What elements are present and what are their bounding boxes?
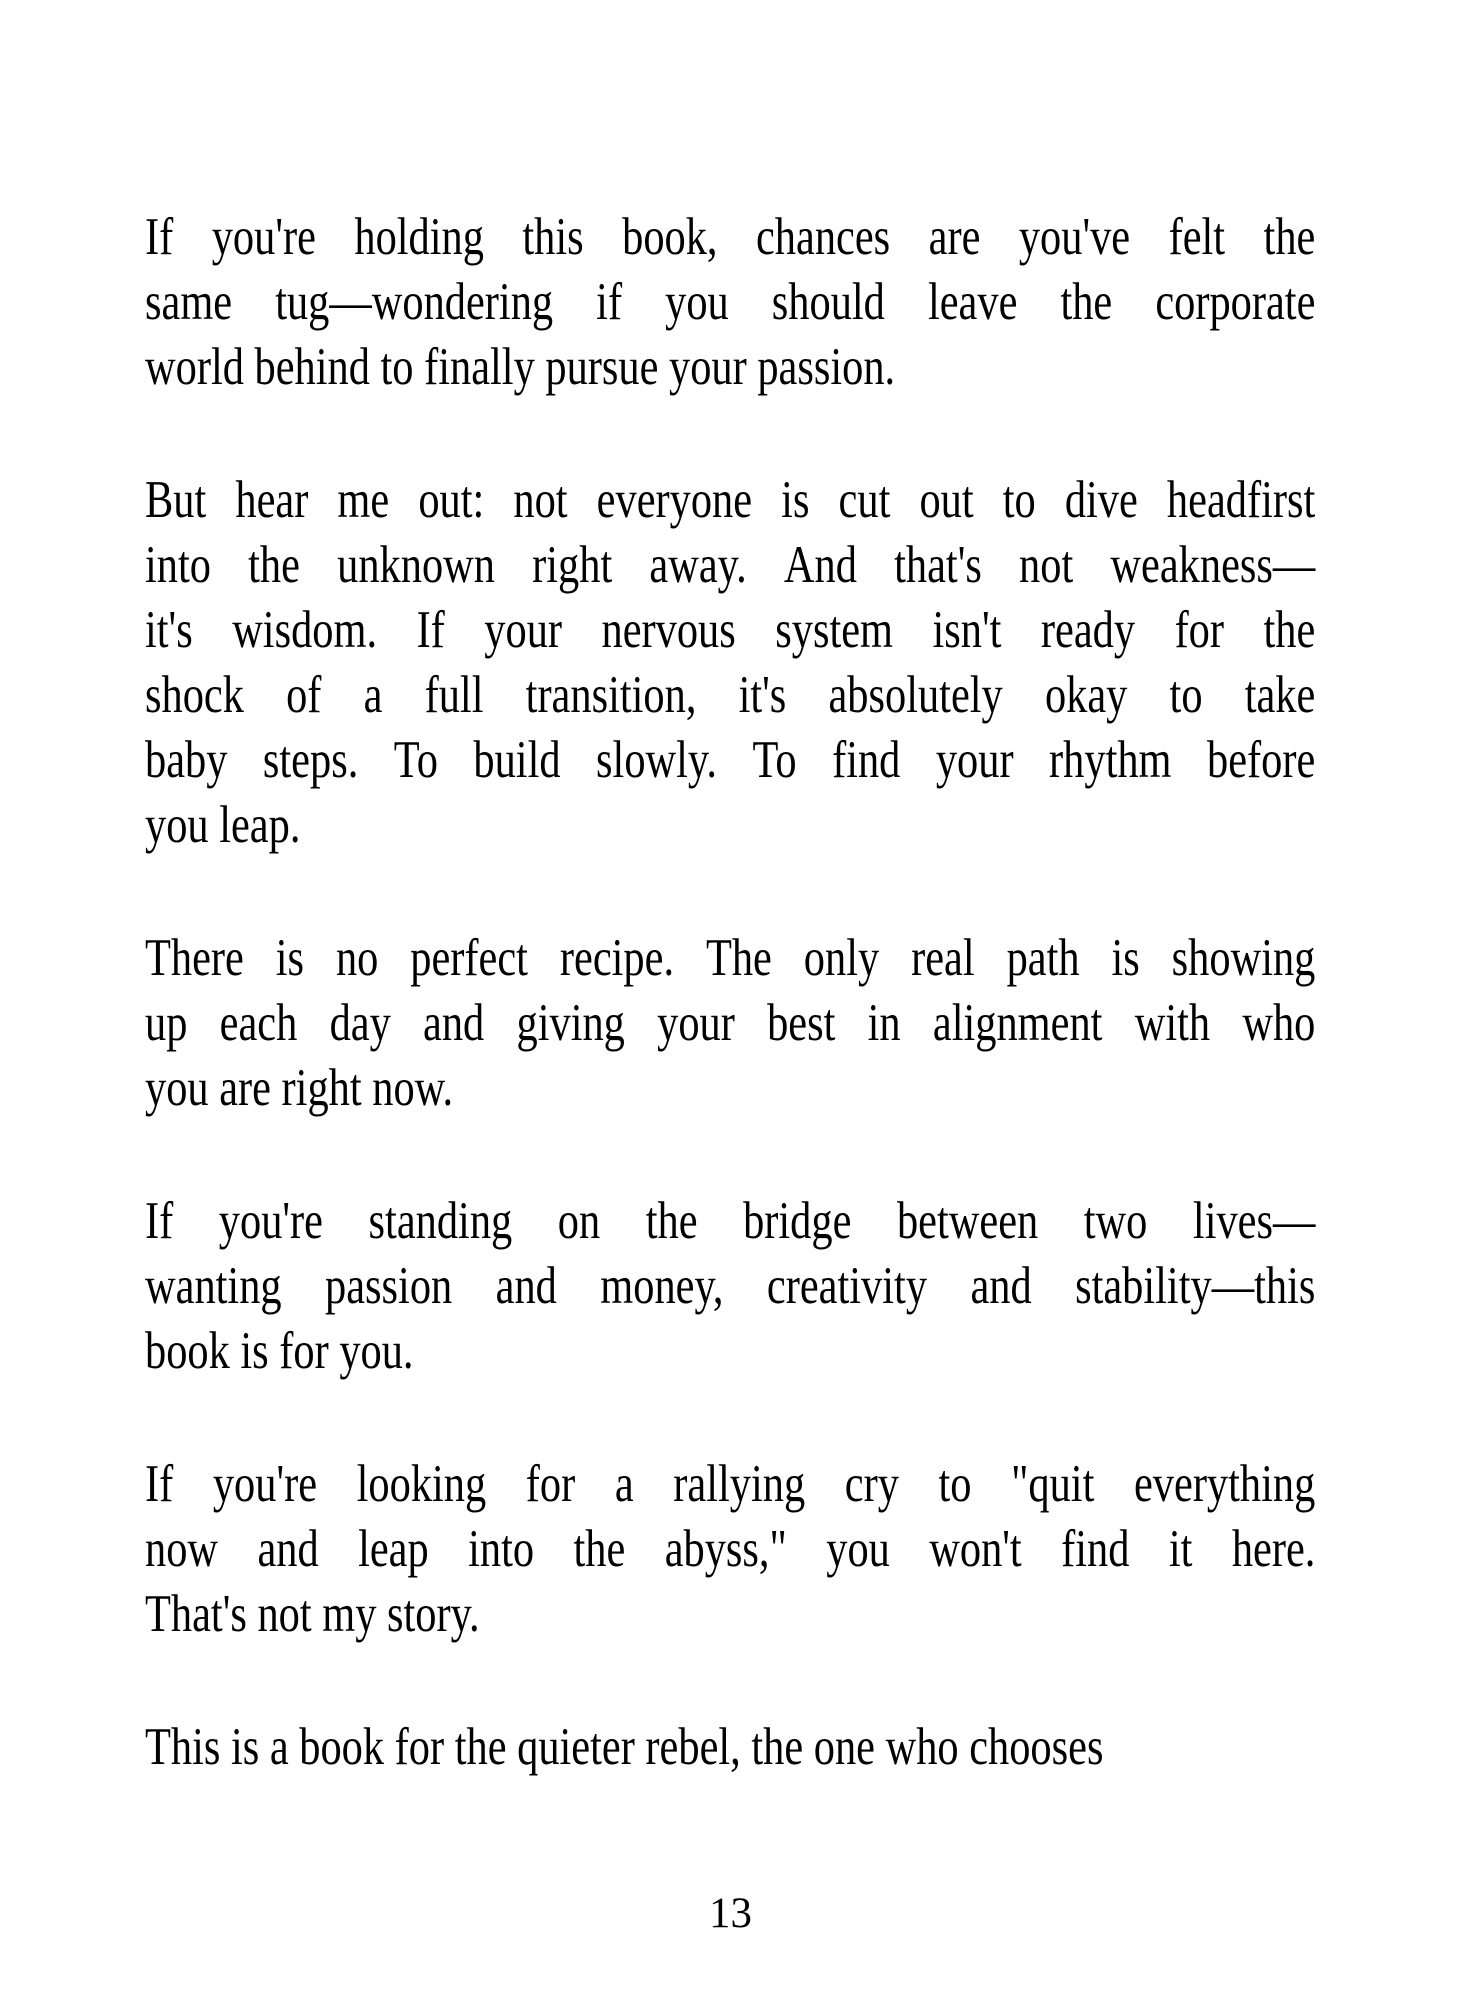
text-line: book is for you. [145, 1322, 414, 1380]
text-line: shock of a full transition, it's absolutely okay to take [145, 666, 1316, 724]
paragraph-4 [145, 1189, 1315, 1384]
paragraph-3 [145, 926, 1315, 1121]
text-line: This is a book for the quieter rebel, the one who chooses [145, 1718, 1104, 1776]
body-text [145, 205, 1315, 1780]
text-line: If you're looking for a rallying cry to "quit everything [145, 1455, 1316, 1513]
text-line: into the unknown right away. And that's not weakness— [145, 536, 1316, 594]
paragraph-1 [145, 205, 1315, 400]
text-line: If you're standing on the bridge between two lives— [145, 1192, 1316, 1250]
text-line: it's wisdom. If your nervous system isn't ready for the [145, 601, 1316, 659]
text-line: world behind to finally pursue your passion. [145, 338, 896, 396]
text-line: That's not my story. [145, 1585, 480, 1643]
text-line: There is no perfect recipe. The only real path is showing [145, 929, 1316, 987]
text-line: you are right now. [145, 1059, 454, 1117]
text-line: But hear me out: not everyone is cut out to dive headfirst [145, 471, 1316, 529]
text-line: same tug—wondering if you should leave the corporate [145, 273, 1316, 331]
paragraph-2 [145, 468, 1315, 858]
text-line: now and leap into the abyss," you won't find it here. [145, 1520, 1316, 1578]
text-line: baby steps. To build slowly. To find your rhythm before [145, 731, 1316, 789]
text-line: If you're holding this book, chances are you've felt the [145, 208, 1316, 266]
text-line: up each day and giving your best in alignment with who [145, 994, 1316, 1052]
page-number: 13 [709, 1890, 752, 1937]
paragraph-6 [145, 1715, 1315, 1780]
text-line: you leap. [145, 796, 301, 854]
text-line: wanting passion and money, creativity and stability—this [145, 1257, 1316, 1315]
paragraph-5 [145, 1452, 1315, 1647]
